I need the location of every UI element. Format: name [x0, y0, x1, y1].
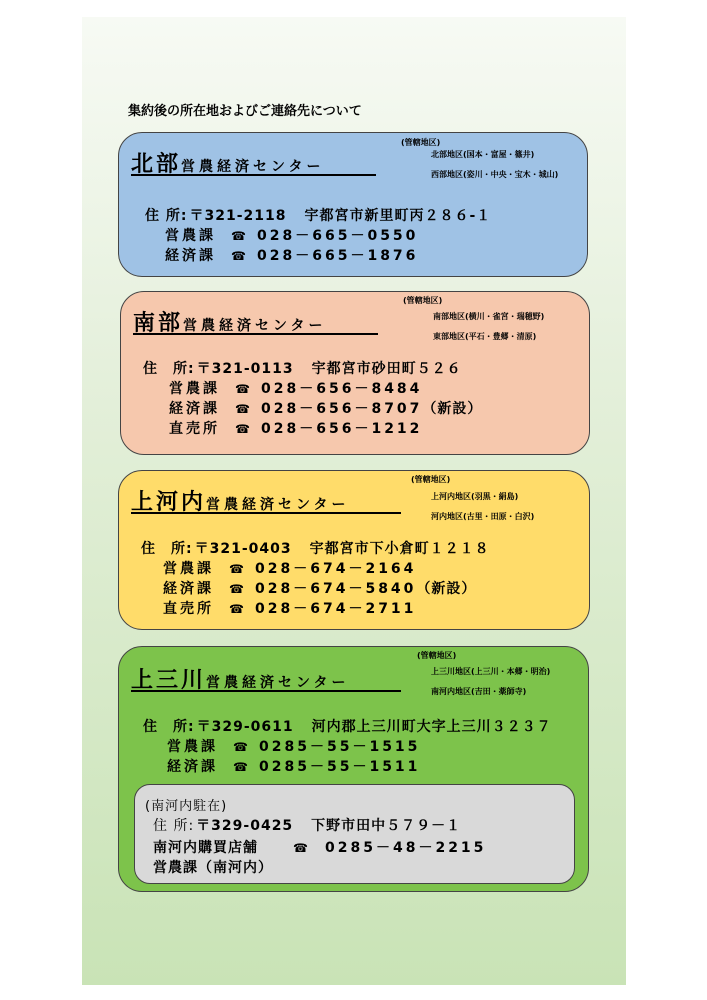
- kamikawachi-phone-row: [163, 578, 476, 598]
- south-address-label: 住 所:: [143, 361, 195, 377]
- kamikawachi-jurisdiction-heading: (管轄地区): [411, 475, 451, 484]
- north-name-small: 営農経済センター: [181, 159, 325, 175]
- north-phone-number[interactable]: 028－665－0550: [257, 228, 419, 244]
- south-phone-row: [169, 418, 422, 438]
- north-jurisdiction-heading: (管轄地区): [401, 138, 441, 147]
- kamikawachi-zip: 〒321-0403: [194, 541, 292, 557]
- south-jurisdiction-heading: (管轄地区): [403, 296, 443, 305]
- phone-icon: ☎: [231, 229, 247, 243]
- south-center-card: [120, 291, 590, 455]
- kaminokawa-address-text: 河内郡上三川町大字上三川３２３７: [311, 719, 552, 735]
- north-phone-row: [165, 245, 418, 265]
- south-address: [143, 358, 462, 378]
- page-heading: 集約後の所在地およびご連絡先について: [128, 104, 362, 119]
- phone-icon: ☎: [293, 841, 309, 855]
- kaminokawa-district-1: 上三川地区(上三川・本郷・明治): [431, 667, 551, 676]
- minamikawachi-title: (南河内駐在): [145, 799, 228, 814]
- south-phone-note: （新設）: [422, 401, 483, 417]
- minamikawachi-address: [153, 815, 461, 835]
- kamikawachi-phone-number[interactable]: 028－674－5840: [255, 581, 417, 597]
- south-phone-row: [169, 378, 422, 398]
- kaminokawa-address-label: 住 所:: [143, 719, 195, 735]
- south-phone-number[interactable]: 028－656－1212: [261, 421, 423, 437]
- kaminokawa-name-small: 営農経済センター: [206, 675, 350, 691]
- kamikawachi-address-label: 住 所:: [141, 541, 193, 557]
- kamikawachi-phone-note: （新設）: [416, 581, 477, 597]
- north-district-1: 北部地区(国本・富屋・篠井): [431, 150, 535, 159]
- south-phone-row: [169, 398, 482, 418]
- kaminokawa-jurisdiction-heading: (管轄地区): [417, 651, 457, 660]
- south-dept-label: 直売所: [169, 421, 220, 437]
- south-dept-label: 経済課: [169, 401, 220, 417]
- kaminokawa-address: [143, 716, 552, 736]
- north-phone-number[interactable]: 028－665－1876: [257, 248, 419, 264]
- kaminokawa-phone-number[interactable]: 0285－55－1515: [259, 739, 421, 755]
- minamikawachi-zip: 〒329-0425: [196, 818, 294, 834]
- north-address-text: 宇都宮市新里町丙２８６-１: [304, 208, 492, 224]
- north-address-label: 住 所:: [145, 208, 188, 224]
- minamikawachi-phone-number[interactable]: 0285－48－2215: [325, 840, 487, 856]
- minamikawachi-address-text: 下野市田中５７９－１: [311, 818, 462, 834]
- north-dept-label: 経済課: [165, 248, 216, 264]
- minamikawachi-shop-label: 南河内購買店舗: [153, 840, 258, 856]
- kamikawachi-phone-number[interactable]: 028－674－2164: [255, 561, 417, 577]
- south-zip: 〒321-0113: [196, 361, 294, 377]
- kamikawachi-dept-label: 直売所: [163, 601, 214, 617]
- phone-icon: ☎: [233, 740, 249, 754]
- phone-icon: ☎: [235, 382, 251, 396]
- phone-icon: ☎: [229, 562, 245, 576]
- south-name-big: 南部: [133, 311, 184, 336]
- kaminokawa-dept-label: 経済課: [167, 759, 218, 775]
- kamikawachi-title-underline: [131, 512, 401, 514]
- kaminokawa-dept-label: 営農課: [167, 739, 218, 755]
- phone-icon: ☎: [229, 582, 245, 596]
- north-center-card: [118, 132, 588, 277]
- phone-icon: ☎: [235, 402, 251, 416]
- phone-icon: ☎: [235, 422, 251, 436]
- kamikawachi-address-text: 宇都宮市下小倉町１２１８: [309, 541, 490, 557]
- kaminokawa-zip: 〒329-0611: [196, 719, 294, 735]
- south-dept-label: 営農課: [169, 381, 220, 397]
- kamikawachi-name-small: 営農経済センター: [206, 497, 350, 513]
- minamikawachi-dept: 営農課（南河内）: [153, 860, 273, 876]
- south-title-underline: [133, 333, 378, 335]
- north-title-underline: [131, 174, 376, 176]
- minamikawachi-phone-row: [153, 837, 486, 857]
- kamikawachi-district-1: 上河内地区(羽黒・絹島): [431, 492, 519, 501]
- north-address: [145, 205, 491, 225]
- kamikawachi-district-2: 河内地区(古里・田原・白沢): [431, 512, 535, 521]
- south-address-text: 宇都宮市砂田町５２６: [311, 361, 462, 377]
- north-dept-label: 営農課: [165, 228, 216, 244]
- south-district-1: 南部地区(横川・雀宮・瑞穂野): [433, 312, 545, 321]
- phone-icon: ☎: [229, 602, 245, 616]
- phone-icon: ☎: [233, 760, 249, 774]
- kamikawachi-center-card: [118, 470, 590, 630]
- kaminokawa-phone-row: [167, 736, 420, 756]
- kamikawachi-address: [141, 538, 490, 558]
- kamikawachi-dept-label: 営農課: [163, 561, 214, 577]
- kamikawachi-phone-row: [163, 558, 416, 578]
- south-district-2: 東部地区(平石・豊郷・清原): [433, 332, 537, 341]
- phone-icon: ☎: [231, 249, 247, 263]
- minamikawachi-address-label: 住 所:: [153, 818, 195, 834]
- south-name-small: 営農経済センター: [183, 318, 327, 334]
- kaminokawa-title-underline: [131, 690, 401, 692]
- minamikawachi-office-box: [134, 784, 575, 884]
- north-phone-row: [165, 225, 418, 245]
- kamikawachi-phone-row: [163, 598, 416, 618]
- south-phone-number[interactable]: 028－656－8707: [261, 401, 423, 417]
- kaminokawa-district-2: 南河内地区(吉田・薬師寺): [431, 687, 527, 696]
- north-name-big: 北部: [131, 152, 182, 177]
- north-district-2: 西部地区(姿川・中央・宝木・城山): [431, 170, 559, 179]
- kamikawachi-dept-label: 経済課: [163, 581, 214, 597]
- kaminokawa-name-big: 上三川: [131, 668, 207, 693]
- kamikawachi-phone-number[interactable]: 028－674－2711: [255, 601, 417, 617]
- kaminokawa-phone-number[interactable]: 0285－55－1511: [259, 759, 421, 775]
- north-zip: 〒321-2118: [189, 208, 287, 224]
- south-phone-number[interactable]: 028－656－8484: [261, 381, 423, 397]
- kamikawachi-name-big: 上河内: [131, 490, 207, 515]
- kaminokawa-phone-row: [167, 756, 420, 776]
